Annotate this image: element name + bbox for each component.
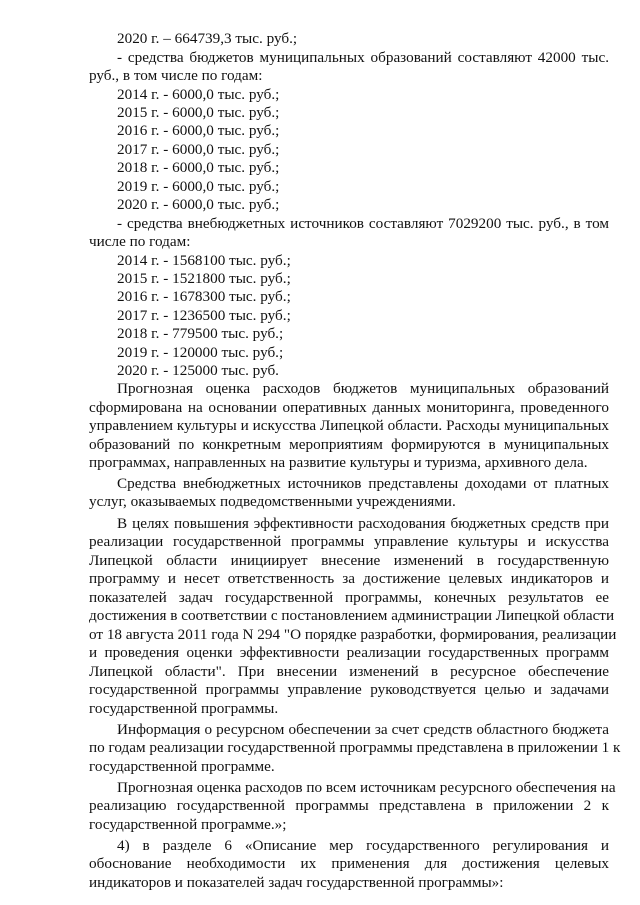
text-line: 2016 г. - 6000,0 тыс. руб.; [117,122,280,139]
text-line: достижения в соответствии с постановлением администрации Липецкой области [89,607,615,624]
text-line: образований по конкретным мероприятиям формируются в муниципальных [89,436,609,453]
text-line: показателей задач государственной программы, конечных результатов ее [89,589,609,606]
text-line: государственной программе.»; [89,816,287,833]
text-line: - средства бюджетов муниципальных образований составляют 42000 тыс. [117,49,609,66]
text-line: 2019 г. - 120000 тыс. руб.; [117,344,284,361]
text-line: 2015 г. - 1521800 тыс. руб.; [117,270,291,287]
text-line: 2014 г. - 1568100 тыс. руб.; [117,252,291,269]
text-line: 2015 г. - 6000,0 тыс. руб.; [117,104,280,121]
text-line: реализацию государственной программы представлена в приложении 2 к [89,797,609,814]
text-line: сформирована на основании оперативных данных мониторинга, проведенного [89,399,609,416]
text-line: руб., в том числе по годам: [89,67,263,84]
text-line: 2018 г. - 6000,0 тыс. руб.; [117,159,280,176]
text-line: реализации государственной программы управление культуры и искусства [89,533,609,550]
text-line: 2017 г. - 1236500 тыс. руб.; [117,307,291,324]
text-line: управлением культуры и искусства Липецкой области. Расходы муниципальных [89,417,609,434]
text-line: программах, направленных на развитие культуры и туризма, архивного дела. [89,454,588,471]
text-line: индикаторов и показателей задач государственной программы»: [89,874,504,891]
text-line: услуг, оказываемых подведомственными учреждениями. [89,493,456,510]
text-line: 2014 г. - 6000,0 тыс. руб.; [117,86,280,103]
text-line: Липецкой области". При внесении изменений в ресурсное обеспечение [89,663,609,680]
text-line: Информация о ресурсном обеспечении за счет средств областного бюджета [117,721,609,738]
text-line: 2019 г. - 6000,0 тыс. руб.; [117,178,280,195]
text-line: Средства внебюджетных источников представлены доходами от платных [117,475,609,492]
text-line: Липецкой области инициирует внесение изменений в государственную [89,552,609,569]
text-line: государственной программе. [89,758,275,775]
text-line: от 18 августа 2011 года N 294 "О порядке разработки, формирования, реализации [89,626,617,643]
text-line: Прогнозная оценка расходов бюджетов муниципальных образований [117,380,609,397]
text-line: Прогнозная оценка расходов по всем источникам ресурсного обеспечения на [117,779,616,796]
text-line: программу и несет ответственность за достижение целевых индикаторов и [89,570,609,587]
text-line: 2020 г. - 6000,0 тыс. руб.; [117,196,280,213]
text-line: 4) в разделе 6 «Описание мер государственного регулирования и [117,837,609,854]
text-line: числе по годам: [89,233,191,250]
text-line: 2018 г. - 779500 тыс. руб.; [117,325,284,342]
text-line: В целях повышения эффективности расходования бюджетных средств при [117,515,609,532]
text-line: и проведения оценки эффективности реализации государственных программ [89,644,609,661]
text-line: 2020 г. - 125000 тыс. руб. [117,362,279,379]
text-line: 2020 г. – 664739,3 тыс. руб.; [117,30,298,47]
text-line: по годам реализации государственной программы представлена в приложении 1 к [89,739,621,756]
text-line: - средства внебюджетных источников составляют 7029200 тыс. руб., в том [117,215,609,232]
text-line: обоснование необходимости их применения для достижения целевых [89,855,609,872]
text-line: государственной программы. [89,700,279,717]
text-line: государственной программы управление руководствуется целью и задачами [89,681,609,698]
text-line: 2016 г. - 1678300 тыс. руб.; [117,288,291,305]
text-line: 2017 г. - 6000,0 тыс. руб.; [117,141,280,158]
